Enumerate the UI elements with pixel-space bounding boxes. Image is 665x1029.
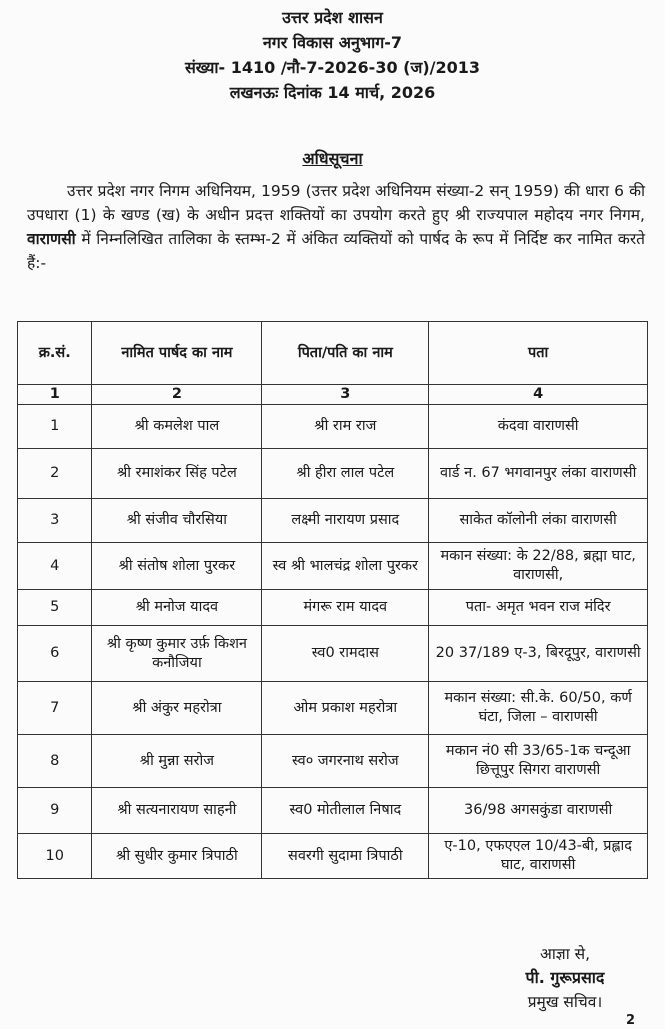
nominee-name-cell: श्री रमाशंकर सिंह पटेल <box>92 449 262 499</box>
header-serial: क्र.सं. <box>18 322 92 385</box>
col-number: 4 <box>429 385 648 405</box>
serial-cell: 6 <box>18 626 92 682</box>
father-name-cell: ओम प्रकाश महरोत्रा <box>262 682 429 735</box>
serial-cell: 7 <box>18 682 92 735</box>
nominees-table <box>17 321 648 879</box>
nominee-name-cell: श्री कृष्ण कुमार उर्फ़ किशन कनौजिया <box>92 626 262 682</box>
table-row <box>18 682 648 735</box>
address-cell: 36/98 अगसकुंडा वाराणसी <box>429 788 648 834</box>
table-row <box>18 449 648 499</box>
document-header <box>0 5 665 105</box>
table-row <box>18 735 648 788</box>
table-row <box>18 543 648 590</box>
father-name-cell: मंगरू राम यादव <box>262 590 429 626</box>
address-cell: पता- अमृत भवन राज मंदिर <box>429 590 648 626</box>
nominee-name-cell: श्री मुन्ना सरोज <box>92 735 262 788</box>
father-name-cell: स्व0 मोतीलाल निषाद <box>262 788 429 834</box>
nominee-name-cell: श्री अंकुर महरोत्रा <box>92 682 262 735</box>
serial-cell: 5 <box>18 590 92 626</box>
serial-cell: 9 <box>18 788 92 834</box>
serial-cell: 8 <box>18 735 92 788</box>
serial-cell: 10 <box>18 834 92 879</box>
address-cell: मकान संख्या: सी.के. 60/50, कर्ण घंटा, जिला – वाराणसी <box>429 682 648 735</box>
serial-cell: 1 <box>18 405 92 449</box>
address-cell: वार्ड न. 67 भगवानपुर लंका वाराणसी <box>429 449 648 499</box>
col-number: 3 <box>262 385 429 405</box>
address-cell: कंदवा वाराणसी <box>429 405 648 449</box>
address-cell: मकान संख्या: के 22/88, ब्रह्मा घाट, वाराणसी, <box>429 543 648 590</box>
address-cell: 20 37/189 ए-3, बिरदूपुर, वाराणसी <box>429 626 648 682</box>
header-government: उत्तर प्रदेश शासन <box>282 8 383 27</box>
page-number: 2 <box>625 1013 635 1028</box>
nominee-name-cell: श्री संजीव चौरसिया <box>92 499 262 543</box>
header-department: नगर विकास अनुभाग-7 <box>262 33 403 52</box>
notification-paragraph <box>27 179 645 275</box>
nominee-name-cell: श्री मनोज यादव <box>92 590 262 626</box>
header-address: पता <box>429 322 648 385</box>
table-row <box>18 590 648 626</box>
nominee-name-cell: श्री संतोष शोला पुरकर <box>92 543 262 590</box>
nominee-name-cell: श्री सत्यनारायण साहनी <box>92 788 262 834</box>
header-nominee-name: नामित पार्षद का नाम <box>92 322 262 385</box>
col-number: 1 <box>18 385 92 405</box>
father-name-cell: स्व0 रामदास <box>262 626 429 682</box>
column-number-row <box>18 385 648 405</box>
father-name-cell: स्व श्री भालचंद्र शोला पुरकर <box>262 543 429 590</box>
header-father-name: पिता/पति का नाम <box>262 322 429 385</box>
signatory-designation: प्रमुख सचिव। <box>527 993 603 1011</box>
father-name-cell: स्व० जगरनाथ सरोज <box>262 735 429 788</box>
table-header-row <box>18 322 648 385</box>
table-row <box>18 499 648 543</box>
nominee-name-cell: श्री कमलेश पाल <box>92 405 262 449</box>
signature-block <box>490 942 640 1014</box>
address-cell: ए-10, एफएएल 10/43-बी, प्रह्लाद घाट, वाराणसी <box>429 834 648 879</box>
header-reference-number: संख्या- 1410 /नौ-7-2026-30 (ज)/2013 <box>184 58 481 77</box>
signatory-name: पी. गुरूप्रसाद <box>525 968 605 987</box>
father-name-cell: सवरगी सुदामा त्रिपाठी <box>262 834 429 879</box>
table-row <box>18 626 648 682</box>
address-cell: मकान नं0 सी 33/65-1क चन्दूआ छित्तूपुर सिगरा वाराणसी <box>429 735 648 788</box>
table-row <box>18 788 648 834</box>
serial-cell: 4 <box>18 543 92 590</box>
notification-title: अधिसूचना <box>302 149 363 168</box>
table-row <box>18 834 648 879</box>
serial-cell: 3 <box>18 499 92 543</box>
father-name-cell: श्री हीरा लाल पटेल <box>262 449 429 499</box>
paragraph-text-1: उत्तर प्रदेश नगर निगम अधिनियम, 1959 (उत्तर प्रदेश अधिनियम संख्या-2 सन् 1959) की धारा 6 की उपधारा (1) के खण्ड (ख) के अधीन प्रदत्त शक्तियों का उपयोग करते हुए श्री राज्यपाल महोदय नगर निगम, <box>27 182 645 224</box>
paragraph-text-2: में निम्नलिखित तालिका के स्तम्भ-2 में अंकित व्यक्तियों को पार्षद के रूप में निर्दिष्ट कर नामित करते हैं:- <box>27 230 645 272</box>
nominee-name-cell: श्री सुधीर कुमार त्रिपाठी <box>92 834 262 879</box>
paragraph-city: वाराणसी <box>27 230 76 248</box>
col-number: 2 <box>92 385 262 405</box>
address-cell: साकेत कॉलोनी लंका वाराणसी <box>429 499 648 543</box>
signature-order: आज्ञा से, <box>539 945 591 963</box>
father-name-cell: श्री राम राज <box>262 405 429 449</box>
header-date: लखनऊः दिनांक 14 मार्च, 2026 <box>229 83 436 102</box>
father-name-cell: लक्ष्मी नारायण प्रसाद <box>262 499 429 543</box>
table-row <box>18 405 648 449</box>
serial-cell: 2 <box>18 449 92 499</box>
